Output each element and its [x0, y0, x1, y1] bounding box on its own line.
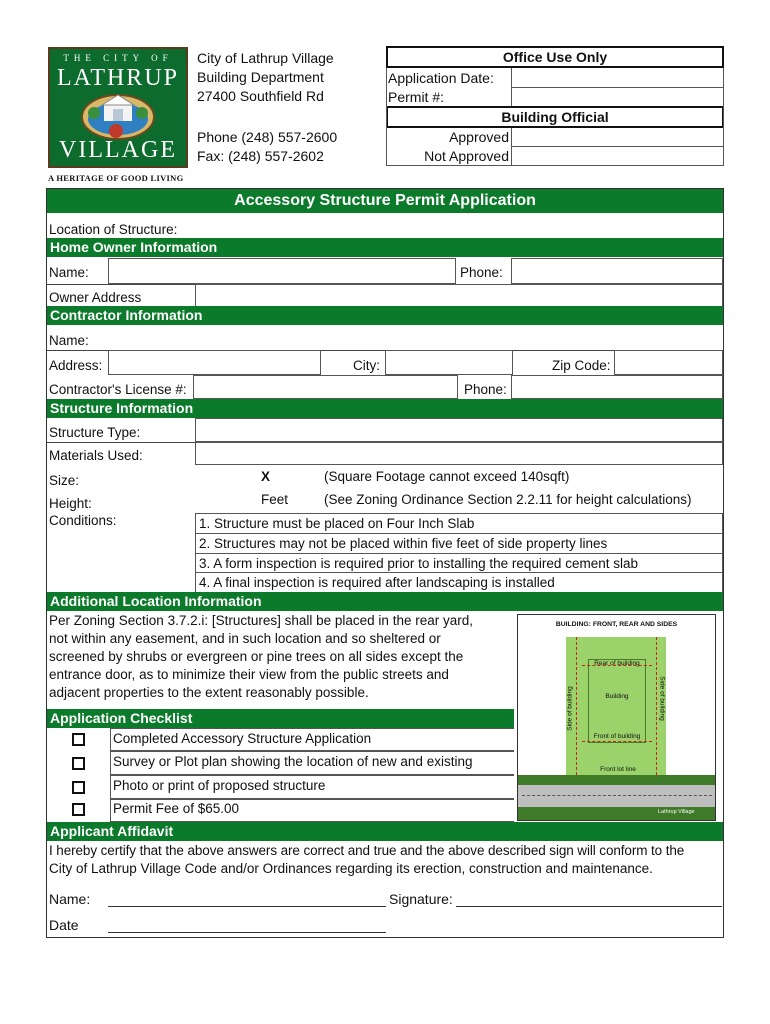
permit-number-field[interactable] — [511, 88, 724, 106]
affidavit-name-label: Name: — [49, 891, 91, 907]
street-address: 27400 Southfield Rd — [197, 88, 324, 104]
city-logo — [48, 47, 188, 168]
building-official-label: Building Official — [501, 109, 609, 125]
checklist-item-2-text: Survey or Plot plan showing the location of new and existing — [113, 754, 473, 769]
checklist-item-4 — [110, 799, 514, 822]
diagram-road — [518, 785, 716, 807]
materials-label: Materials Used: — [49, 448, 143, 463]
contractor-address-field[interactable] — [108, 350, 321, 375]
structure-type-label: Structure Type: — [49, 425, 141, 440]
contractor-header — [47, 306, 723, 325]
diagram-side-left-label: Side of building — [566, 686, 574, 731]
size-note: (Square Footage cannot exceed 140sqft) — [324, 469, 570, 484]
diagram-caption: Lathrup Village — [658, 809, 695, 815]
owner-name-label: Name: — [49, 265, 89, 280]
contractor-name-label: Name: — [49, 333, 89, 348]
checklist-checkbox-2[interactable] — [72, 757, 85, 770]
office-use-title-box — [386, 46, 724, 68]
affidavit-text-line-1: I hereby certify that the above answers are correct and true and the above described sign will conform to the — [49, 843, 685, 858]
permit-number-label: Permit #: — [388, 89, 445, 105]
checklist-item-2 — [110, 751, 514, 775]
height-note: (See Zoning Ordinance Section 2.2.11 for height calculations) — [324, 492, 692, 507]
materials-field[interactable] — [195, 442, 723, 465]
affidavit-text-line-2: City of Lathrup Village Code and/or Ordinances regarding its erection, construction and maintenance. — [49, 861, 653, 876]
fax-number: Fax: (248) 557-2602 — [197, 148, 324, 164]
height-field[interactable] — [195, 489, 323, 513]
contractor-zip-field[interactable] — [614, 350, 723, 375]
diagram-front-label: Front of building — [593, 733, 641, 740]
size-x-label: X — [261, 469, 271, 484]
condition-4: 4. A final inspection is required after landscaping is installed — [195, 572, 723, 592]
structure-header — [47, 399, 723, 418]
affidavit-date-label: Date — [49, 917, 79, 933]
form-title: Accessory Structure Permit Application — [234, 192, 536, 209]
office-use-title: Office Use Only — [502, 49, 608, 65]
zoning-text-line-1: Per Zoning Section 3.7.2.i: [Structures] shall be placed in the rear yard, — [49, 613, 473, 628]
affidavit-signature-line[interactable] — [456, 906, 722, 907]
contractor-city-label: City: — [353, 358, 380, 373]
owner-phone-label: Phone: — [460, 265, 503, 280]
diagram-title: BUILDING: FRONT, REAR AND SIDES — [555, 621, 678, 628]
diagram-side-right-label: Side of building — [658, 676, 666, 721]
contractor-city-field[interactable] — [385, 350, 513, 375]
additional-location-header — [47, 592, 723, 611]
additional-location-header-text: Additional Location Information — [50, 593, 262, 609]
condition-1: 1. Structure must be placed on Four Inch Slab — [195, 513, 723, 533]
checklist-checkbox-3[interactable] — [72, 781, 85, 794]
not-approved-field[interactable] — [511, 147, 724, 166]
conditions-label: Conditions: — [49, 513, 117, 528]
diagram-building — [588, 659, 646, 743]
site-diagram — [517, 614, 716, 821]
logo-tagline: A HERITAGE OF GOOD LIVING — [48, 173, 184, 183]
contractor-license-field[interactable] — [193, 375, 458, 399]
contractor-phone-field[interactable] — [511, 375, 723, 399]
home-owner-header — [47, 238, 723, 257]
office-use-box — [386, 46, 724, 166]
application-date-field[interactable] — [511, 68, 724, 88]
zoning-text-line-3: screened by shrubs or evergreen or pine trees on all sides except the — [49, 649, 464, 664]
size-field[interactable] — [195, 465, 323, 489]
owner-address-label: Owner Address — [49, 290, 142, 305]
structure-header-text: Structure Information — [50, 400, 194, 416]
affidavit-signature-label: Signature: — [389, 891, 453, 907]
diagram-building-label: Building — [605, 693, 629, 700]
owner-name-field[interactable] — [108, 258, 456, 284]
checklist-checkbox-4[interactable] — [72, 803, 85, 816]
condition-3: 3. A form inspection is required prior to installing the required cement slab — [195, 553, 723, 573]
affidavit-name-line[interactable] — [108, 906, 386, 907]
contractor-phone-label: Phone: — [464, 382, 507, 397]
owner-address-field[interactable] — [195, 284, 723, 307]
city-name: City of Lathrup Village — [197, 50, 334, 66]
zoning-text-line-4: entrance door, as to minimize their view from the public streets and — [49, 667, 449, 682]
affidavit-header — [47, 822, 723, 841]
checklist-item-3-text: Photo or print of proposed structure — [113, 778, 326, 793]
checklist-checkbox-1[interactable] — [72, 733, 85, 746]
checklist-item-1 — [110, 728, 514, 751]
logo-emblem — [80, 93, 156, 141]
building-official-box — [386, 106, 724, 128]
checklist-header-text: Application Checklist — [50, 710, 193, 726]
checklist-header — [47, 709, 514, 728]
contractor-name-field[interactable] — [100, 326, 723, 350]
application-date-label: Application Date: — [388, 70, 494, 86]
logo-word-village: VILLAGE — [59, 137, 177, 163]
condition-2: 2. Structures may not be placed within five feet of side property lines — [195, 533, 723, 553]
affidavit-date-line[interactable] — [108, 932, 386, 933]
contractor-license-label: Contractor's License #: — [49, 382, 187, 397]
structure-type-field[interactable] — [195, 418, 723, 442]
diagram-front-lot-label: Front lot line — [600, 766, 636, 773]
size-label: Size: — [49, 473, 80, 488]
department-name: Building Department — [197, 69, 324, 85]
phone-number: Phone (248) 557-2600 — [197, 129, 338, 145]
location-of-structure-label: Location of Structure: — [49, 222, 178, 237]
checklist-item-3 — [110, 775, 514, 799]
checklist-item-1-text: Completed Accessory Structure Application — [113, 731, 372, 746]
checklist-item-4-text: Permit Fee of $65.00 — [113, 801, 240, 816]
affidavit-header-text: Applicant Affidavit — [50, 823, 174, 839]
zoning-text-line-5: adjacent properties to the extent reasonably possible. — [49, 685, 369, 700]
form-title-bar — [47, 189, 723, 213]
logo-top-text: THE CITY OF — [63, 53, 173, 63]
contractor-zip-label: Zip Code: — [552, 358, 611, 373]
feet-label: Feet — [261, 492, 289, 507]
contractor-address-label: Address: — [49, 358, 103, 373]
diagram-grass-strip — [518, 775, 716, 785]
contractor-header-text: Contractor Information — [50, 307, 203, 323]
owner-phone-field[interactable] — [511, 258, 723, 284]
diagram-rear-label: Rear of building — [594, 660, 640, 667]
zoning-text-line-2: not within any easement, and in such location and so sheltered or — [49, 631, 441, 646]
approved-field[interactable] — [511, 128, 724, 147]
location-of-structure-field[interactable] — [185, 214, 723, 238]
height-label: Height: — [49, 496, 92, 511]
not-approved-label: Not Approved — [424, 148, 509, 164]
home-owner-header-text: Home Owner Information — [50, 239, 218, 255]
approved-label: Approved — [449, 129, 509, 145]
logo-word-lathrup: LATHRUP — [56, 65, 179, 91]
